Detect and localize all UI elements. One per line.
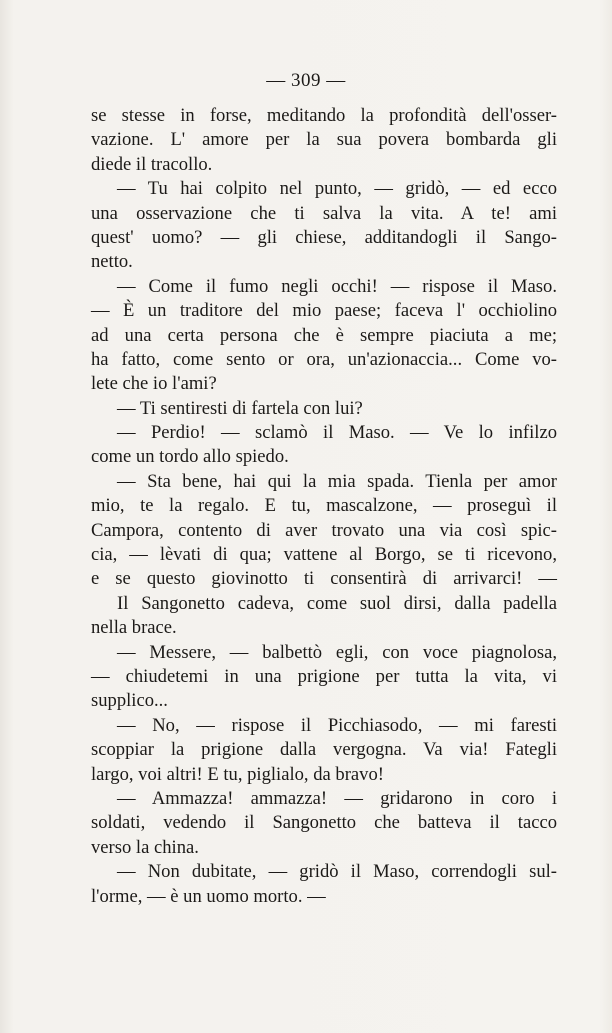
text-line: — È un traditore del mio paese; faceva l' occhiolino	[91, 300, 557, 322]
text-line: netto.	[91, 251, 133, 273]
text-line: l'orme, — è un uomo morto. —	[91, 885, 326, 907]
text-line: vazione. L' amore per la sua povera bombarda gli	[91, 129, 557, 151]
text-line: — Ti sentiresti di fartela con lui?	[117, 397, 363, 419]
text-line: cia, — lèvati di qua; vattene al Borgo, se ti ricevono,	[91, 544, 557, 566]
text-line: e se questo giovinotto ti consentirà di arrivarci! —	[91, 568, 557, 590]
text-line: largo, voi altri! E tu, piglialo, da bravo!	[91, 763, 384, 785]
text-line: come un tordo allo spiedo.	[91, 446, 289, 468]
text-line: Il Sangonetto cadeva, come suol dirsi, dalla padella	[117, 592, 557, 614]
text-line: — Sta bene, hai qui la mia spada. Tienla per amor	[117, 470, 557, 492]
page-number: — 309 —	[266, 70, 346, 91]
text-line: nella brace.	[91, 617, 177, 639]
text-line: soldati, vedendo il Sangonetto che batteva il tacco	[91, 812, 557, 834]
text-line: supplico...	[91, 690, 168, 712]
text-line: — Come il fumo negli occhi! — rispose il Maso.	[117, 275, 557, 297]
text-line: — Ammazza! ammazza! — gridarono in coro i	[117, 787, 557, 809]
text-line: — Perdio! — sclamò il Maso. — Ve lo infilzo	[117, 422, 557, 444]
text-line: — Tu hai colpito nel punto, — gridò, — ed ecco	[117, 178, 557, 200]
text-line: verso la china.	[91, 836, 199, 858]
text-line: — No, — rispose il Picchiasodo, — mi faresti	[117, 714, 557, 736]
text-line: lete che io l'ami?	[91, 373, 217, 395]
text-line: se stesse in forse, meditando la profondità dell'osser-	[91, 105, 557, 126]
body-text	[91, 104, 557, 909]
text-line: una osservazione che ti salva la vita. A te! ami	[91, 202, 557, 224]
text-line: scoppiar la prigione dalla vergogna. Va via! Fategli	[91, 739, 557, 761]
text-line: diede il tracollo.	[91, 153, 213, 175]
text-line: ad una certa persona che è sempre piaciuta a me;	[91, 324, 557, 346]
text-line: — chiudetemi in una prigione per tutta la vita, vi	[91, 665, 557, 687]
text-line: mio, te la regalo. E tu, mascalzone, — proseguì il	[91, 495, 557, 517]
text-line: Campora, contento di aver trovato una via così spic-	[91, 519, 557, 541]
text-line: quest' uomo? — gli chiese, additandogli il Sango-	[91, 226, 557, 248]
text-line: — Non dubitate, — gridò il Maso, correndogli sul-	[117, 861, 557, 883]
text-line: ha fatto, come sento or ora, un'azionaccia... Come vo-	[91, 348, 557, 370]
text-line: — Messere, — balbettò egli, con voce piagnolosa,	[117, 641, 557, 663]
